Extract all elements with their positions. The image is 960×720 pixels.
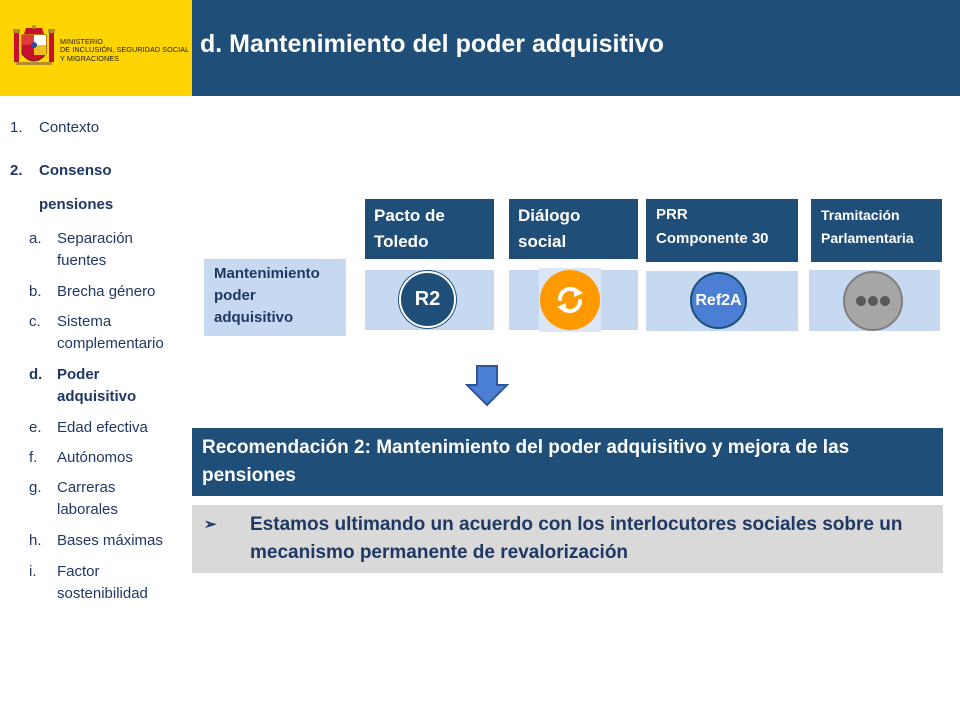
bullet-box	[192, 505, 943, 573]
down-arrow-icon	[465, 365, 509, 407]
stage-tramitacion-header	[811, 199, 942, 262]
subitem-label: Bases máximas	[57, 532, 163, 549]
item-label: pensiones	[39, 196, 114, 213]
row-label-line: poder	[214, 287, 256, 304]
subitem-label: Carreras	[57, 479, 116, 496]
subitem-label: fuentes	[57, 252, 107, 269]
sidebar-subitem[interactable]	[29, 228, 189, 272]
coat-of-arms-icon	[12, 24, 56, 70]
stage-title-line: Pacto de	[374, 206, 445, 225]
item-number: 2.	[10, 162, 23, 179]
subitem-letter: i.	[29, 563, 37, 580]
sidebar-item-consenso-pensiones[interactable]	[10, 160, 180, 216]
sidebar-subitem[interactable]	[29, 281, 189, 303]
badge-r2: R2	[399, 271, 456, 328]
sidebar-item-contexto[interactable]	[10, 117, 180, 139]
subitem-letter: b.	[29, 283, 42, 300]
subitem-letter: f.	[29, 449, 38, 466]
ministry-line: Y MIGRACIONES	[60, 53, 120, 63]
bullet-text: Estamos ultimando un acuerdo con los interlocutores sociales sobre un mecanismo permanente de revalorización	[250, 514, 903, 563]
subitem-label: Poder	[57, 366, 100, 383]
ministry-line: MINISTERIO	[60, 37, 103, 46]
refresh-icon	[540, 270, 600, 330]
stage-prr-header	[646, 199, 798, 262]
subitem-label: Separación	[57, 230, 133, 247]
ministry-logo-block	[0, 0, 192, 96]
subitem-letter: c.	[29, 313, 41, 330]
subitem-label: adquisitivo	[57, 388, 137, 405]
subitem-letter: h.	[29, 532, 42, 549]
sidebar-subitem[interactable]	[29, 417, 189, 439]
subitem-letter: g.	[29, 479, 42, 496]
sidebar-subitem[interactable]	[29, 561, 189, 605]
stage-dialogo-social-header	[509, 199, 638, 259]
stage-title-line: Componente 30	[656, 230, 769, 247]
sidebar-subitem[interactable]	[29, 447, 189, 469]
subitem-label: Autónomos	[57, 449, 133, 466]
subitem-letter: e.	[29, 419, 42, 436]
ministry-line: DE INCLUSIÓN, SEGURIDAD SOCIAL	[60, 45, 190, 55]
sidebar-subitem-active[interactable]	[29, 364, 189, 408]
badge-ref2a: Ref2A	[690, 272, 747, 329]
stage-title-line: social	[518, 232, 567, 251]
subitem-label: Brecha género	[57, 283, 156, 300]
stage-pacto-toledo-header	[365, 199, 494, 259]
bullet-arrow-icon: ➢	[204, 516, 217, 533]
sidebar-subitem[interactable]	[29, 477, 189, 521]
item-label: Contexto	[39, 119, 100, 136]
stage-title-line: Parlamentaria	[821, 230, 914, 246]
stage-title-line: Diálogo	[518, 206, 581, 225]
sidebar-subitem[interactable]	[29, 530, 189, 552]
subitem-label: Edad efectiva	[57, 419, 148, 436]
more-icon	[843, 271, 903, 331]
recommendation-title: Recomendación 2: Mantenimiento del poder adquisitivo y mejora de las pensiones	[202, 437, 850, 486]
subitem-letter: a.	[29, 230, 42, 247]
row-label-line: Mantenimiento	[214, 265, 320, 282]
stage-title-line: Toledo	[374, 232, 429, 251]
subitem-label: laborales	[57, 501, 118, 518]
subitem-label: sostenibilidad	[57, 585, 148, 602]
page-title: d. Mantenimiento del poder adquisitivo	[200, 30, 664, 58]
subitem-label: Sistema	[57, 313, 112, 330]
subitem-label: Factor	[57, 563, 100, 580]
stage-title-line: PRR	[656, 206, 688, 223]
item-label: Consenso	[39, 162, 112, 179]
row-label-box	[204, 259, 346, 336]
subitem-letter: d.	[29, 366, 43, 383]
ministry-name	[60, 38, 190, 63]
sidebar-subitem[interactable]	[29, 311, 189, 355]
stage-title-line: Tramitación	[821, 207, 900, 223]
subitem-label: complementario	[57, 335, 164, 352]
row-label-line: adquisitivo	[214, 309, 294, 326]
item-number: 1.	[10, 119, 23, 136]
title-bar	[192, 0, 960, 96]
recommendation-box	[192, 428, 943, 496]
